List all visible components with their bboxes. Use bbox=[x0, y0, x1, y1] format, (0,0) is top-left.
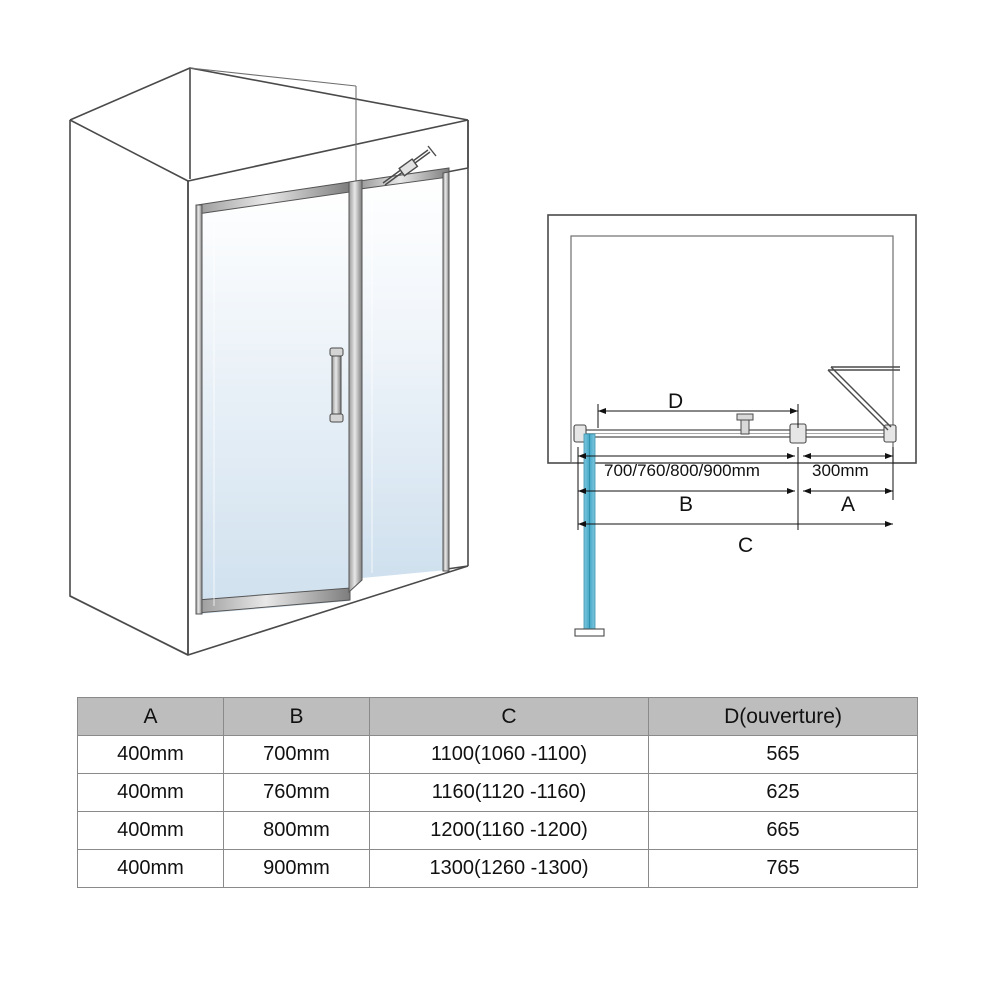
plan-outer-wall bbox=[548, 215, 916, 463]
dimension-label-a: A bbox=[841, 493, 856, 516]
dimension-label-side-width: 300mm bbox=[812, 461, 869, 480]
table-header-c: C bbox=[370, 698, 649, 736]
dimension-label-b: B bbox=[679, 493, 694, 516]
plan-open-door-leaf bbox=[828, 367, 900, 430]
dimension-b-a bbox=[578, 447, 893, 530]
cell-d: 765 bbox=[649, 850, 918, 888]
dimension-table bbox=[77, 697, 918, 888]
cell-c: 1300(1260 -1300) bbox=[370, 850, 649, 888]
cell-d: 625 bbox=[649, 774, 918, 812]
cell-a: 400mm bbox=[78, 736, 224, 774]
table-header-a: A bbox=[78, 698, 224, 736]
table-row bbox=[78, 812, 918, 850]
plan-inner-wall bbox=[571, 236, 893, 463]
cell-b: 700mm bbox=[224, 736, 370, 774]
fixed-glass-panel bbox=[199, 190, 349, 614]
table-header-b: B bbox=[224, 698, 370, 736]
cell-c: 1200(1160 -1200) bbox=[370, 812, 649, 850]
table-header-row bbox=[78, 698, 918, 736]
wall-inner-edges bbox=[190, 68, 356, 190]
blue-accent-bar bbox=[575, 434, 604, 636]
dimension-label-panel-widths: 700/760/800/900mm bbox=[604, 461, 760, 480]
cell-b: 760mm bbox=[224, 774, 370, 812]
dimension-d bbox=[598, 404, 798, 428]
cell-a: 400mm bbox=[78, 812, 224, 850]
dimension-label-d: D bbox=[668, 390, 684, 413]
door-glass-panel bbox=[362, 175, 447, 578]
cell-c: 1160(1120 -1160) bbox=[370, 774, 649, 812]
cell-b: 900mm bbox=[224, 850, 370, 888]
plan-view-group bbox=[548, 215, 916, 636]
table-row bbox=[78, 774, 918, 812]
plan-track bbox=[574, 414, 896, 443]
table-row bbox=[78, 736, 918, 774]
perspective-view-group bbox=[70, 68, 468, 655]
dimension-label-c: C bbox=[738, 534, 754, 557]
cell-d: 565 bbox=[649, 736, 918, 774]
cell-b: 800mm bbox=[224, 812, 370, 850]
dimension-widths bbox=[578, 453, 893, 459]
cell-d: 665 bbox=[649, 812, 918, 850]
cell-c: 1100(1060 -1100) bbox=[370, 736, 649, 774]
table-header-d: D(ouverture) bbox=[649, 698, 918, 736]
table-row bbox=[78, 850, 918, 888]
cell-a: 400mm bbox=[78, 850, 224, 888]
cell-a: 400mm bbox=[78, 774, 224, 812]
dimension-c bbox=[578, 521, 893, 527]
door-handle bbox=[330, 348, 343, 422]
